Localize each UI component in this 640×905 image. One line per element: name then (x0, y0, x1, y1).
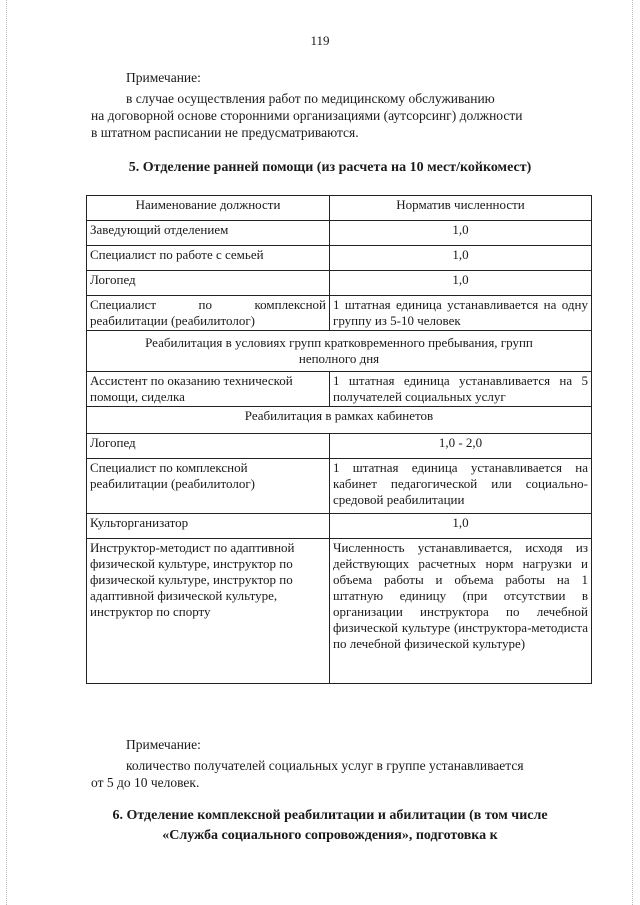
header-norm: Норматив численности (330, 196, 592, 221)
note1-line: на договорной основе сторонними организациями (аутсорсинг) должности (91, 108, 523, 123)
norm-cell: 1,0 - 2,0 (330, 434, 592, 459)
position-cell: Логопед (87, 434, 330, 459)
position-cell: Логопед (87, 271, 330, 296)
note1-line: в штатном расписании не предусматриваются. (91, 125, 359, 140)
position-cell: Ассистент по оказанию технической помощи, сиделка (87, 372, 330, 407)
scan-edge-right (632, 0, 634, 905)
position-cell: Специалист по комплексной реабилитации (реабилитолог) (87, 296, 330, 331)
table-row (87, 221, 592, 246)
section6-heading (91, 806, 569, 846)
note1-line: в случае осуществления работ по медицинскому обслуживанию (126, 91, 495, 106)
norm-cell: 1,0 (330, 221, 592, 246)
table-row (87, 539, 592, 684)
section6-heading-line: 6. Отделение комплексной реабилитации и абилитации (в том числе (112, 808, 548, 823)
note2-label: Примечание: (126, 737, 201, 752)
table-row (87, 246, 592, 271)
subsection-row (87, 331, 592, 372)
position-cell: Специалист по комплексной реабилитации (реабилитолог) (87, 459, 330, 514)
section5-heading: 5. Отделение ранней помощи (из расчета на 10 мест/койкомест) (128, 160, 532, 175)
table-header-row (87, 196, 592, 221)
staff-norms-table (86, 195, 592, 684)
page-number: 119 (310, 33, 330, 48)
note2-line: количество получателей социальных услуг в группе устанавливается (126, 758, 524, 773)
norm-cell: 1 штатная единица устанавливается на 5 получателей социальных услуг (330, 372, 592, 407)
subsection-title: Реабилитация в условиях групп кратковременного пребывания, групп неполного дня (87, 331, 592, 372)
table-row (87, 459, 592, 514)
table-row (87, 296, 592, 331)
table-row (87, 372, 592, 407)
norm-cell: 1 штатная единица устанавливается на кабинет педагогической или социально-средовой реабилитации (330, 459, 592, 514)
norm-cell: Численность устанавливается, исходя из действующих расчетных норм нагрузки и объема работы и объема работы на 1 штатную единицу (при отсутствии в организации инструктора по лечебной физической культуре (инструктора-методиста по лечебной физической культуре) (330, 539, 592, 684)
position-cell: Заведующий отделением (87, 221, 330, 246)
position-cell: Инструктор-методист по адаптивной физической культуре, инструктор по физической культуре, инструктор по адаптивной физической культуре, инструктор по спорту (87, 539, 330, 684)
position-cell: Культорганизатор (87, 514, 330, 539)
header-position: Наименование должности (87, 196, 330, 221)
note2-text (91, 757, 569, 791)
norm-cell: 1,0 (330, 271, 592, 296)
norm-cell: 1 штатная единица устанавливается на одну группу из 5-10 человек (330, 296, 592, 331)
norm-cell: 1,0 (330, 514, 592, 539)
table-row (87, 271, 592, 296)
note1-label: Примечание: (126, 70, 201, 85)
position-cell: Специалист по работе с семьей (87, 246, 330, 271)
norm-cell: 1,0 (330, 246, 592, 271)
table-row (87, 434, 592, 459)
note2-line: от 5 до 10 человек. (91, 775, 200, 790)
subsection-title: Реабилитация в рамках кабинетов (87, 407, 592, 434)
scan-edge-left (6, 0, 8, 905)
subsection-row (87, 407, 592, 434)
note1-text (91, 90, 569, 141)
section6-heading-line: «Служба социального сопровождения», подготовка к (162, 828, 498, 843)
table-row (87, 514, 592, 539)
